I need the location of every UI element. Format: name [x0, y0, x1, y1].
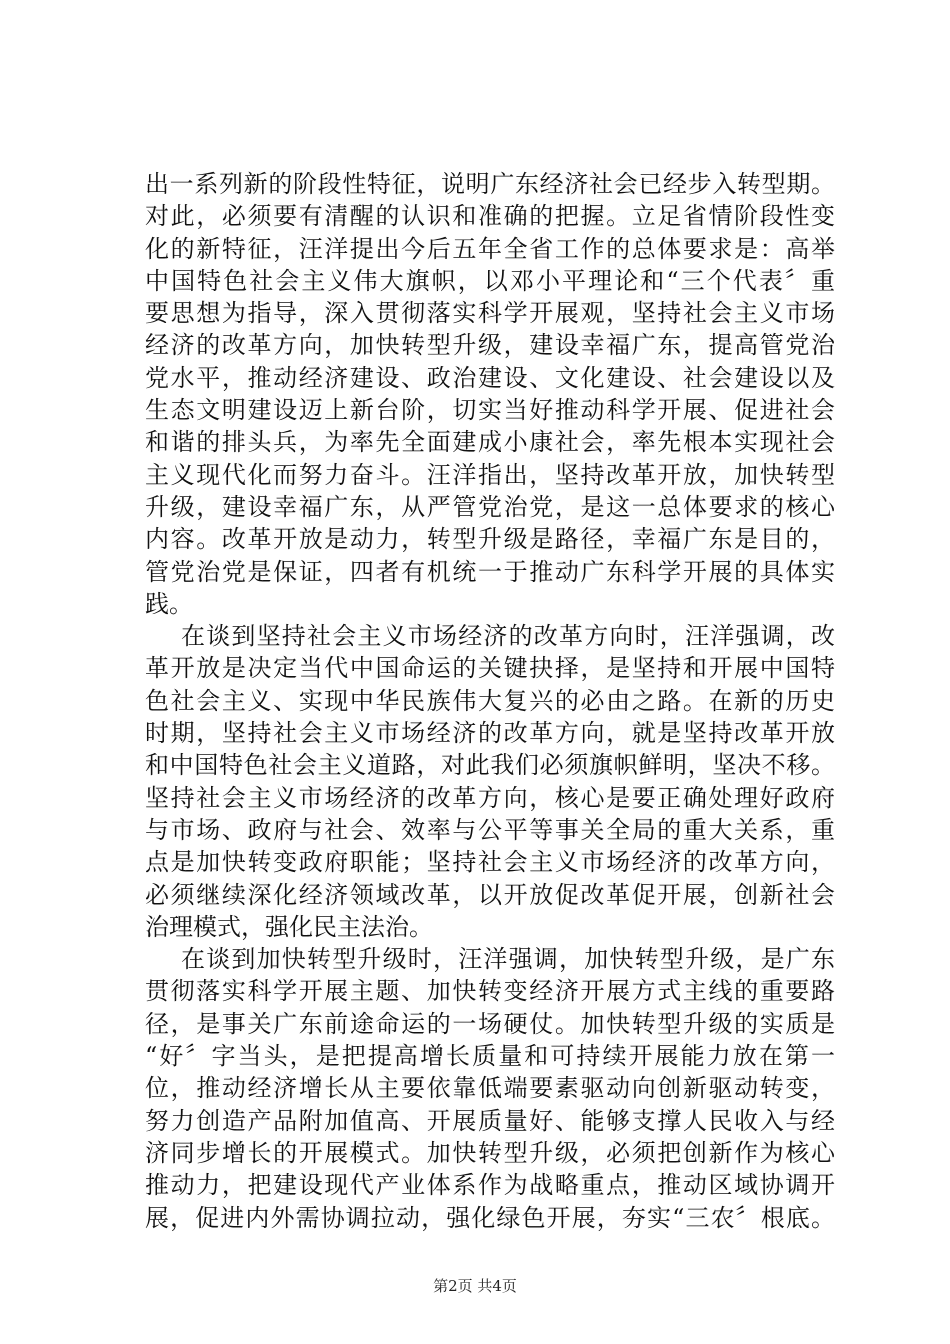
text-line: 径，是事关广东前途命运的一场硬仗。加快转型升级的实质是 — [145, 1009, 835, 1038]
text-line: 内容。改革开放是动力，转型升级是路径，幸福广东是目的， — [145, 525, 835, 554]
text-line: 化的新特征，汪洋提出今后五年全省工作的总体要求是：高举 — [145, 234, 835, 263]
paragraph-start-line: 在谈到加快转型升级时，汪洋强调，加快转型升级，是广东 — [181, 945, 835, 974]
text-line: 和谐的排头兵，为率先全面建成小康社会，率先根本实现社会 — [145, 428, 835, 457]
text-line: 管党治党是保证，四者有机统一于推动广东科学开展的具体实 — [145, 557, 835, 586]
text-line: 点是加快转变政府职能；坚持社会主义市场经济的改革方向， — [145, 848, 835, 877]
text-line: 贯彻落实科学开展主题、加快转变经济开展方式主线的重要路 — [145, 977, 835, 1006]
text-line: 党水平，推动经济建设、政治建设、文化建设、社会建设以及 — [145, 363, 835, 392]
text-line: 努力创造产品附加值高、开展质量好、能够支撑人民收入与经 — [145, 1106, 835, 1135]
text-line: 生态文明建设迈上新台阶，切实当好推动科学开展、促进社会 — [145, 396, 835, 425]
text-line: 济同步增长的开展模式。加快转型升级，必须把创新作为核心 — [145, 1138, 835, 1167]
text-line: 和中国特色社会主义道路，对此我们必须旗帜鲜明，坚决不移。 — [145, 751, 835, 780]
text-line: 时期，坚持社会主义市场经济的改革方向，就是坚持改革开放 — [145, 719, 835, 748]
document-body — [145, 168, 835, 1234]
text-line: 治理模式，强化民主法治。 — [145, 912, 433, 941]
text-line: 升级，建设幸福广东，从严管党治党，是这一总体要求的核心 — [145, 492, 835, 521]
text-line: 践。 — [145, 589, 193, 618]
text-line: 位，推动经济增长从主要依靠低端要素驱动向创新驱动转变， — [145, 1074, 835, 1103]
text-line: 出一系列新的阶段性特征，说明广东经济社会已经步入转型期。 — [145, 170, 835, 198]
text-line: 要思想为指导，深入贯彻落实科学开展观，坚持社会主义市场 — [145, 299, 835, 328]
text-line: 主义现代化而努力奋斗。汪洋指出，坚持改革开放，加快转型 — [145, 460, 835, 489]
text-line: 推动力，把建设现代产业体系作为战略重点，推动区域协调开 — [145, 1171, 835, 1200]
text-line: 坚持社会主义市场经济的改革方向，核心是要正确处理好政府 — [145, 783, 835, 812]
text-line: 对此，必须要有清醒的认识和准确的把握。立足省情阶段性变 — [145, 202, 835, 231]
text-line: 经济的改革方向，加快转型升级，建设幸福广东，提高管党治 — [145, 331, 835, 360]
text-line: “好〞字当头，是把提高增长质量和可持续开展能力放在第一 — [145, 1042, 835, 1071]
paragraph-start-line: 在谈到坚持社会主义市场经济的改革方向时，汪洋强调，改 — [181, 622, 835, 651]
text-line: 色社会主义、实现中华民族伟大复兴的必由之路。在新的历史 — [145, 686, 835, 715]
page-number: 第2页 共4页 — [433, 1277, 517, 1295]
text-line: 革开放是决定当代中国命运的关键抉择，是坚持和开展中国特 — [145, 654, 835, 683]
text-line: 中国特色社会主义伟大旗帜，以邓小平理论和“三个代表〞重 — [145, 266, 835, 295]
text-line: 与市场、政府与社会、效率与公平等事关全局的重大关系，重 — [145, 815, 835, 844]
page-footer — [0, 1276, 950, 1296]
text-line: 展，促进内外需协调拉动，强化绿色开展，夯实“三农〞根底。 — [145, 1203, 835, 1232]
text-line: 必须继续深化经济领域改革，以开放促改革促开展，创新社会 — [145, 880, 835, 909]
